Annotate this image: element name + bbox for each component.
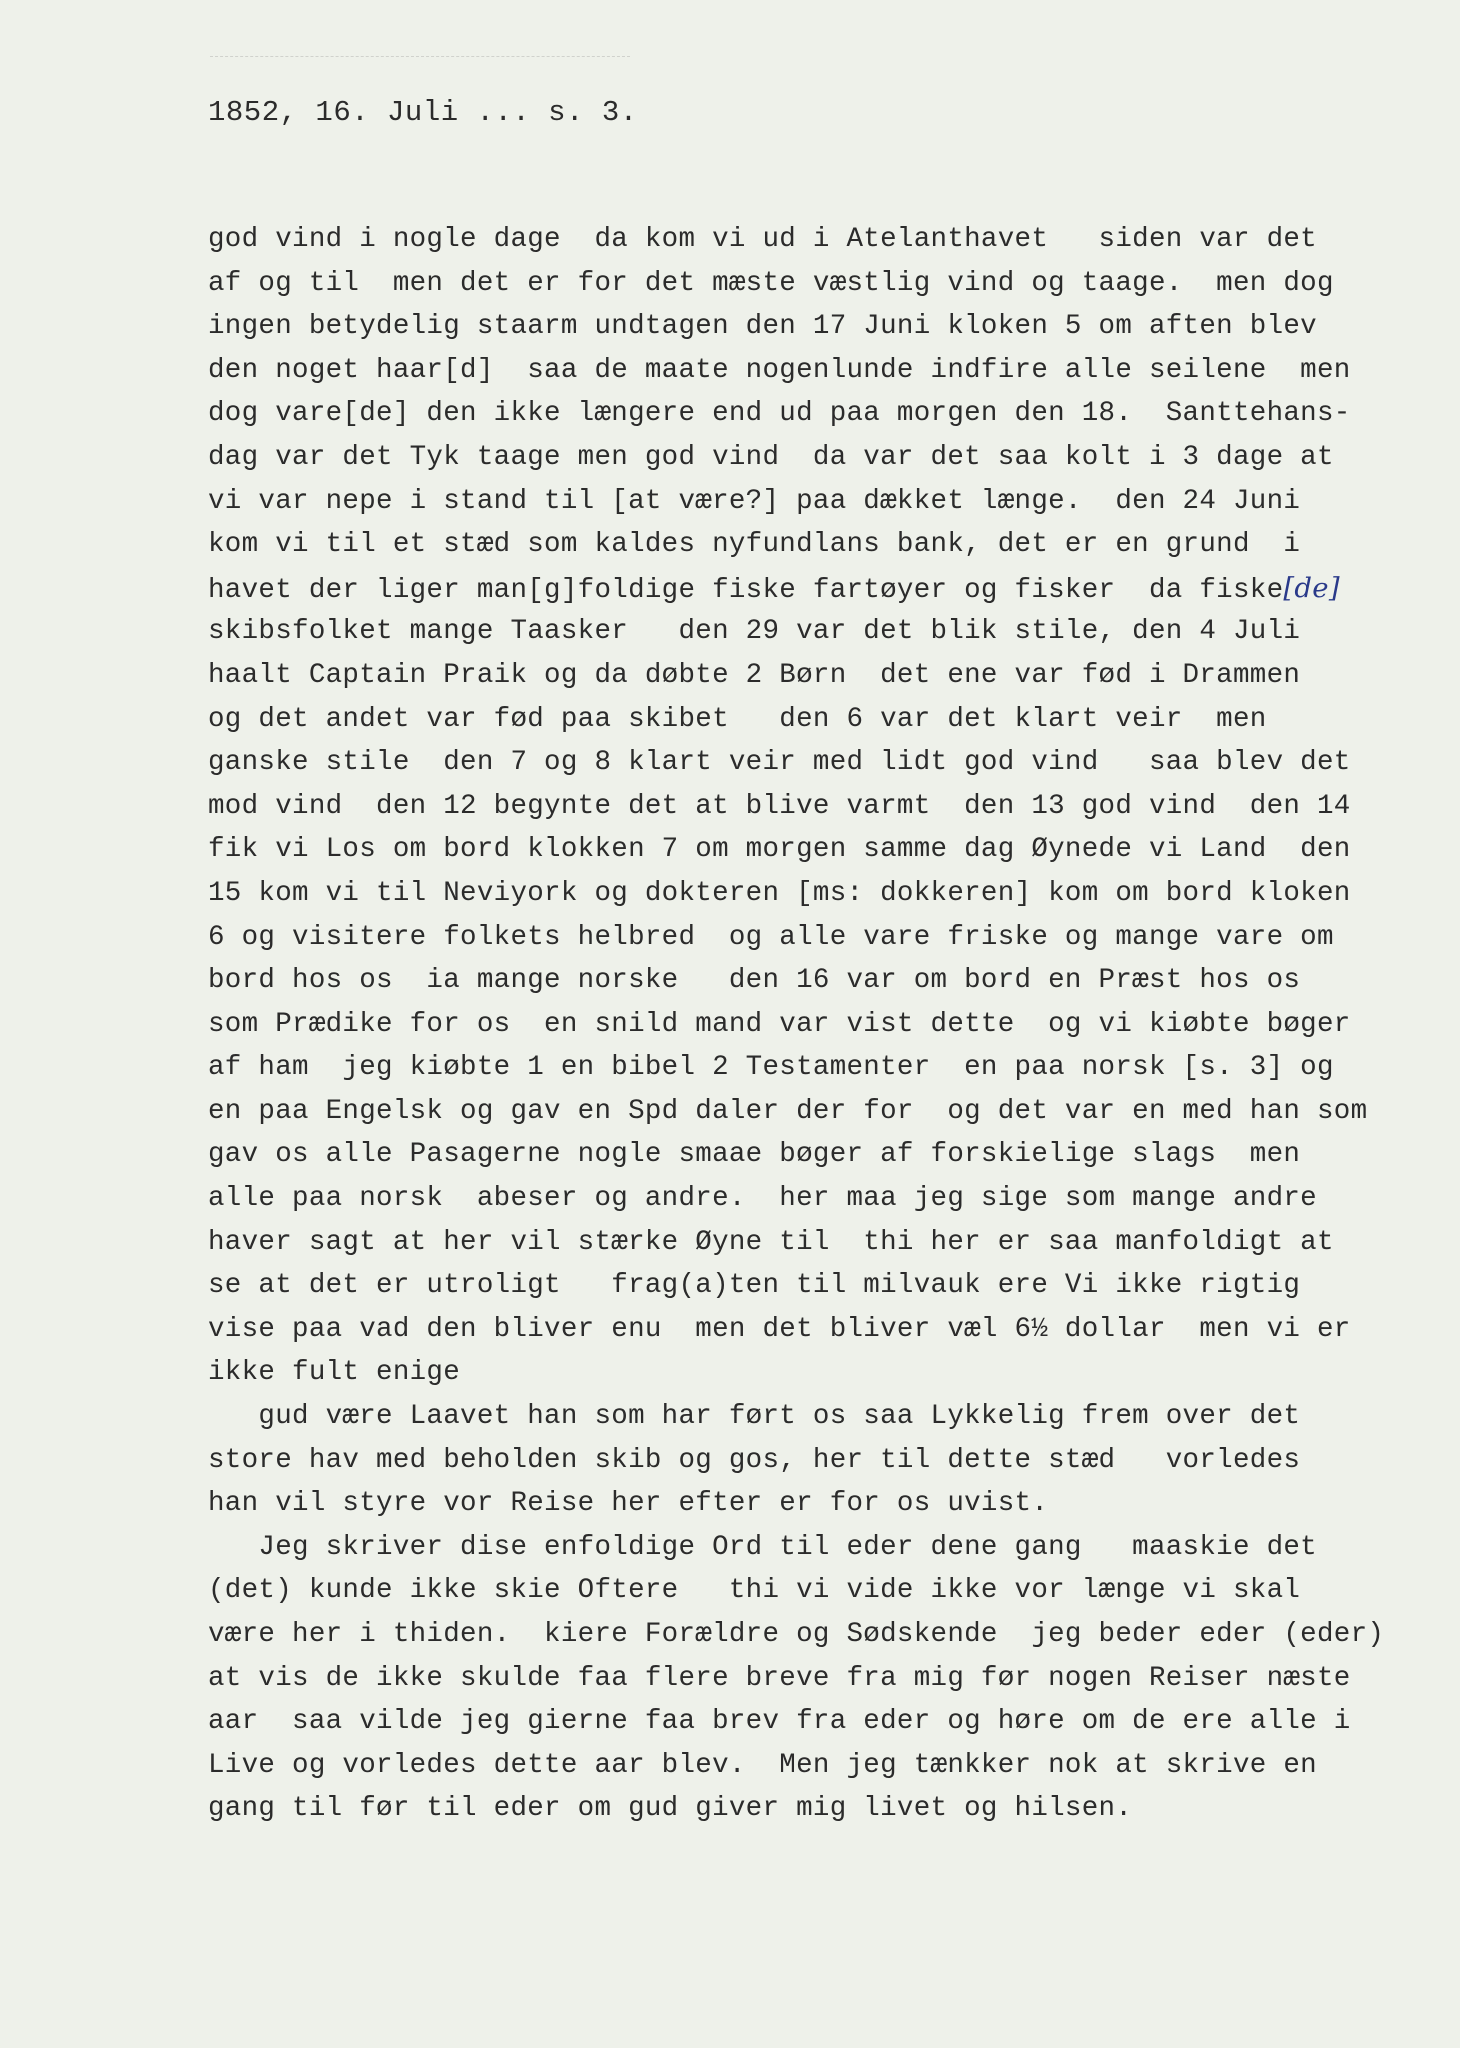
text-line: dag var det Tyk taage men god vind da var det saa kolt i 3 dage at bbox=[208, 441, 1334, 473]
text-line: aar saa vilde jeg gierne faa brev fra eder og høre om de ere alle i bbox=[208, 1706, 1351, 1738]
text-line: mod vind den 12 begynte det at blive varmt den 13 god vind den 14 bbox=[208, 790, 1351, 822]
handwritten-insert: [de] bbox=[1283, 571, 1340, 604]
text-line: bord hos os ia mange norske den 16 var om bord en Præst hos os bbox=[208, 965, 1301, 997]
text-segment: havet der liger man[g]foldige fiske fartøyer og fisker da fiske bbox=[208, 574, 1284, 606]
text-line: haver sagt at her vil stærke Øyne til thi her er saa manfoldigt at bbox=[208, 1226, 1334, 1258]
text-line: store hav med beholden skib og gos, her til dette stæd vorledes bbox=[208, 1444, 1301, 1476]
text-line: ingen betydelig staarm undtagen den 17 Juni kloken 5 om aften blev bbox=[208, 311, 1317, 343]
text-line: at vis de ikke skulde faa flere breve fra mig før nogen Reiser næste bbox=[208, 1662, 1351, 1694]
text-line: god vind i nogle dage da kom vi ud i Atelanthavet siden var det bbox=[208, 224, 1317, 255]
text-line: gud være Laavet han som har ført os saa Lykkelig frem over det bbox=[208, 1401, 1301, 1433]
text-line: som Prædike for os en snild mand var vist dette og vi kiøbte bøger bbox=[208, 1008, 1351, 1040]
text-line: haalt Captain Praik og da døbte 2 Børn det ene var fød i Drammen bbox=[208, 659, 1301, 691]
text-line: af og til men det er for det mæste væstlig vind og taage. men dog bbox=[208, 267, 1334, 299]
text-line: ganske stile den 7 og 8 klart veir med lidt god vind saa blev det bbox=[208, 747, 1351, 779]
text-line: vi var nepe i stand til [at være?] paa dækket længe. den 24 Juni bbox=[208, 485, 1301, 517]
text-line: skibsfolket mange Taasker den 29 var det blik stile, den 4 Juli bbox=[208, 616, 1301, 648]
text-line: og det andet var fød paa skibet den 6 var det klart veir men bbox=[208, 703, 1267, 735]
faint-bleedthrough bbox=[210, 56, 630, 67]
text-line: se at det er utroligt frag(a)ten til milvauk ere Vi ikke rigtig bbox=[208, 1270, 1301, 1302]
text-line: dog vare[de] den ikke længere end ud paa morgen den 18. Santtehans- bbox=[208, 398, 1351, 430]
text-line: Live og vorledes dette aar blev. Men jeg tænkker nok at skrive en bbox=[208, 1749, 1317, 1781]
text-line: være her i thiden. kiere Forældre og Sødskende jeg beder eder (eder) bbox=[208, 1619, 1385, 1650]
text-line: kom vi til et stæd som kaldes nyfundlans bank, det er en grund i bbox=[208, 529, 1301, 561]
text-line: 6 og visitere folkets helbred og alle vare friske og mange vare om bbox=[208, 921, 1334, 953]
text-line-with-insert bbox=[208, 567, 1438, 611]
document-reference: 1852, 16. Juli ... s. 3. bbox=[208, 96, 638, 129]
text-line: vise paa vad den bliver enu men det bliver væl 6½ dollar men vi er bbox=[208, 1313, 1351, 1345]
text-line: en paa Engelsk og gav en Spd daler der for og det var en med han som bbox=[208, 1095, 1368, 1127]
text-line: 15 kom vi til Neviyork og dokteren [ms: dokkeren] kom om bord kloken bbox=[208, 877, 1351, 909]
text-line: ikke fult enige bbox=[208, 1357, 461, 1389]
text-line: han vil styre vor Reise her efter er for os uvist. bbox=[208, 1488, 1049, 1520]
text-line: gav os alle Pasagerne nogle smaae bøger af forskielige slags men bbox=[208, 1139, 1301, 1171]
text-line: af ham jeg kiøbte 1 en bibel 2 Testamenter en paa norsk [s. 3] og bbox=[208, 1052, 1334, 1084]
text-line: gang til før til eder om gud giver mig livet og hilsen. bbox=[208, 1793, 1133, 1825]
text-line: fik vi Los om bord klokken 7 om morgen samme dag Øynede vi Land den bbox=[208, 834, 1351, 866]
text-line: Jeg skriver dise enfoldige Ord til eder dene gang maaskie det bbox=[208, 1531, 1317, 1563]
text-line: den noget haar[d] saa de maate nogenlunde indfire alle seilene men bbox=[208, 354, 1351, 386]
text-line: (det) kunde ikke skie Oftere thi vi vide ikke vor længe vi skal bbox=[208, 1575, 1301, 1607]
text-line: alle paa norsk abeser og andre. her maa jeg sige som mange andre bbox=[208, 1183, 1317, 1215]
letter-body bbox=[208, 218, 1438, 1831]
